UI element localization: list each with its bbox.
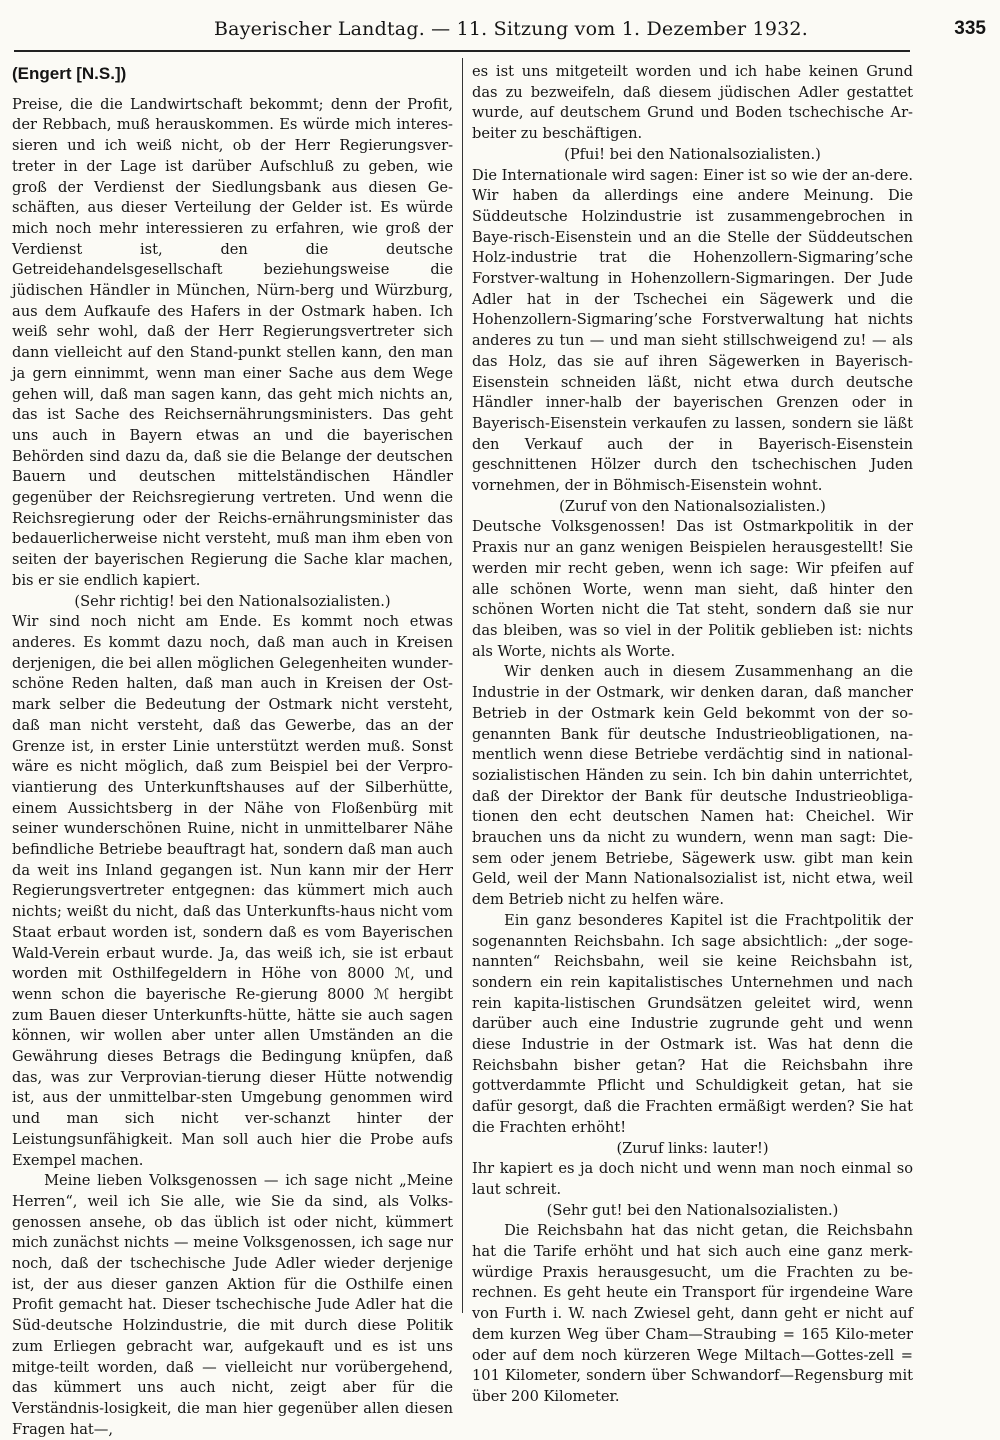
right-column [472,62,913,1408]
interjection: (Zuruf links: lauter!) [616,1139,769,1157]
interjection: (Sehr richtig! bei den Nationalsozialisten.) [74,592,391,610]
running-head: Bayerischer Landtag. — 11. Sitzung vom 1. Dezember 1932. [214,18,808,40]
interjection: (Pfui! bei den Nationalsozialisten.) [564,145,821,163]
paragraph: Wir sind noch nicht am Ende. Es kommt noch etwas anderes. Es kommt dazu noch, daß man auch in Kreisen derjenigen, die bei allen möglichen Gelegenheiten wunder-schöne Reden halten, daß man auch in Kreisen der Ost-mark selber die Bedeutung der Ostmark nicht versteht, daß man nicht versteht, daß das Gewerbe, das an der Grenze ist, in erster Linie unterstützt werden muß. Sonst wäre es nicht möglich, daß zum Beispiel bei der Verpro-viantierung des Unterkunftshauses auf der Silberhütte, einem Aussichtsberg in der Nähe von Floßenbürg mit seiner wunderschönen Ruine, nicht in unmittelbarer Nähe befindliche Betriebe beauftragt hat, sondern daß man auch da weit ins Inland gegangen ist. Nun kann mir der Herr Regierungsvertreter entgegnen: das kümmert mich auch nichts; weißt du nicht, daß das Unterkunfts-haus nicht vom Staat erbaut worden ist, sondern daß es vom Bayerischen Wald-Verein erbaut wurde. Ja, das weiß ich, sie ist erbaut worden mit Osthilfegeldern in Höhe von 8000 ℳ, und wenn schon die bayerische Re-gierung 8000 ℳ hergibt zum Bauen dieser Unterkunfts-hütte, hätte sie auch sagen können, wir wollen aber unter allen Umständen an die Gewährung dieses Betrags die Bedingung knüpfen, daß das, was zur Verprovian-tierung dieser Hütte notwendig ist, aus der unmittelbar-sten Umgebung genommen wird und man sich nicht ver-schanzt hinter der Leistungsunfähigkeit. Man soll auch hier die Probe aufs Exempel machen. [12,613,453,1169]
page-number: 335 [954,18,986,39]
paragraph: Wir denken auch in diesem Zusammenhang an die Industrie in der Ostmark, wir denken daran, daß mancher Betrieb in der Ostmark kein Geld bekommt von der so-genannten Bank für deutsche Industrieobligationen, na-mentlich wenn diese Betriebe verdächtig sind in national-sozialistischen Händen zu sein. Ich bin dahin unterrichtet, daß der Direktor der Bank für deutsche Industrieobliga-tionen den echt deutschen Namen hat: Cheichel. Wir brauchen uns da nicht zu wundern, wenn man sagt: Die-sem oder jenem Betriebe, Sägewerk usw. gibt man kein Geld, weil der Mann Nationalsozialist ist, nicht etwa, weil dem Betrieb nicht zu helfen wäre. [472,663,913,909]
speaker-tag: (Engert [N.S.]) [12,64,127,83]
page-header [14,14,986,52]
paragraph: Ihr kapiert es ja doch nicht und wenn man noch einmal so laut schreit. [472,1160,913,1198]
paragraph: Preise, die die Landwirtschaft bekommt; denn der Profit, der Rebbach, muß herauskommen. Es würde mich interes-sieren und ich weiß nicht, ob der Herr Regierungsver-treter in der Lage ist darüber Aufschluß zu geben, wie groß der Verdienst der Siedlungsbank aus diesen Ge-schäften, aus dieser Verteilung der Gelder ist. Es würde mich noch mehr interessieren zu erfahren, wie groß der Verdienst ist, den die deutsche Getreidehandelsgesellschaft beziehungsweise die jüdischen Händler in München, Nürn-berg und Würzburg, aus dem Aufkaufe des Hafers in der Ostmark haben. Ich weiß sehr wohl, daß der Herr Regierungsvertreter sich dann vielleicht auf den Stand-punkt stellen kann, den man ja gern einnimmt, wenn man einer Sache aus dem Wege gehen will, daß man sagen kann, das geht mich nichts an, das ist Sache des Reichsernährungsministers. Das geht uns auch in Bayern etwas an und die bayerischen Behörden sind dazu da, daß sie die Belange der deutschen Bauern und deutschen mittelständischen Händler gegenüber der Reichsregierung vertreten. Und wenn die Reichsregierung oder der Reichs-ernährungsminister das bedauerlicherweise nicht versteht, muß man ihm eben von seiten der bayerischen Regierung die Sache klar machen, bis er sie endlich kapiert. [12,95,453,589]
column-divider [462,58,463,1313]
interjection: (Zuruf von den Nationalsozialisten.) [559,497,826,515]
paragraph: es ist uns mitgeteilt worden und ich habe keinen Grund das zu bezweifeln, daß diesem jüdischen Adler gestattet wurde, auf deutschem Grund und Boden tschechische Ar-beiter zu beschäftigen. [472,63,913,143]
paragraph: Die Internationale wird sagen: Einer ist so wie der an-dere. Wir haben da allerdings eine andere Meinung. Die Süddeutsche Holzindustrie ist zusammengebrochen in Baye-risch-Eisenstein und an die Stelle der Süddeutschen Holz-industrie trat die Hohenzollern-Sigmaring’sche Forstver-waltung in Hohenzollern-Sigmaringen. Der Jude Adler hat in der Tschechei ein Sägewerk und die Hohenzollern-Sigmaring’sche Forstverwaltung hat nichts anderes zu tun — und man sieht stillschweigend zu! — als das Holz, das sie auf ihren Sägewerken in Bayerisch-Eisenstein schneiden läßt, nicht etwa durch deutsche Händler inner-halb der bayerischen Grenzen oder in Bayerisch-Eisenstein verkaufen zu lassen, sondern sie läßt den Verkauf auch der in Bayerisch-Eisenstein geschnittenen Hölzer durch den tschechischen Juden vornehmen, der in Böhmisch-Eisenstein wohnt. [472,166,913,495]
left-column [12,62,453,1440]
interjection: (Sehr gut! bei den Nationalsozialisten.) [546,1201,839,1219]
paragraph: Meine lieben Volksgenossen — ich sage nicht „Meine Herren“, weil ich Sie alle, wie Sie da sind, als Volks-genossen ansehe, ob das üblich ist oder nicht, kümmert mich zunächst nichts — meine Volksgenossen, ich sage nur noch, daß der tschechische Jude Adler wieder derjenige ist, der aus dieser ganzen Aktion für die Osthilfe einen Profit gemacht hat. Dieser tschechische Jude Adler hat die Süd-deutsche Holzindustrie, die mit durch diese Politik zum Erliegen gebracht war, aufgekauft und es ist uns mitge-teilt worden, daß — vielleicht nur vorübergehend, das kümmert uns auch nicht, zeigt aber für die Verständnis-losigkeit, die man hier gegenüber allen diesen Fragen hat—, [12,1172,453,1438]
paragraph: Deutsche Volksgenossen! Das ist Ostmarkpolitik in der Praxis nur an ganz wenigen Beispielen herausgestellt! Sie werden mir recht geben, wenn ich sage: Wir pfeifen auf alle schönen Worte, wenn man sieht, daß hinter den schönen Worten nicht die Tat steht, sondern daß sie nur das bleiben, was so viel in der Politik geblieben ist: nichts als Worte, nichts als Worte. [472,518,913,660]
paragraph: Ein ganz besonderes Kapitel ist die Frachtpolitik der sogenannten Reichsbahn. Ich sage absichtlich: „der soge-nannten“ Reichsbahn, weil sie keine Reichsbahn ist, sondern ein rein kapitalistisches Unternehmen und nach rein kapita-listischen Grundsätzen geleitet wird, wenn darüber auch eine Industrie zugrunde geht und wenn diese Industrie in der Ostmark ist. Was hat denn die Reichsbahn bisher getan? Hat die Reichsbahn ihre gottverdammte Pflicht und Schuldigkeit getan, hat sie dafür gesorgt, daß die Frachten ermäßigt werden? Sie hat die Frachten erhöht! [472,911,913,1136]
paragraph: Die Reichsbahn hat das nicht getan, die Reichsbahn hat die Tarife erhöht und hat sich auch eine ganz merk-würdige Praxis herausgesucht, um die Frachten zu be-rechnen. Es geht heute ein Transport für irgendeine Ware von Furth i. W. nach Zwiesel geht, dann geht er nicht auf dem kurzen Weg über Cham—Straubing = 165 Kilo-meter oder auf dem noch kürzeren Wege Miltach—Gottes-zell = 101 Kilometer, sondern über Schwandorf—Regensburg mit über 200 Kilometer. [472,1222,913,1405]
